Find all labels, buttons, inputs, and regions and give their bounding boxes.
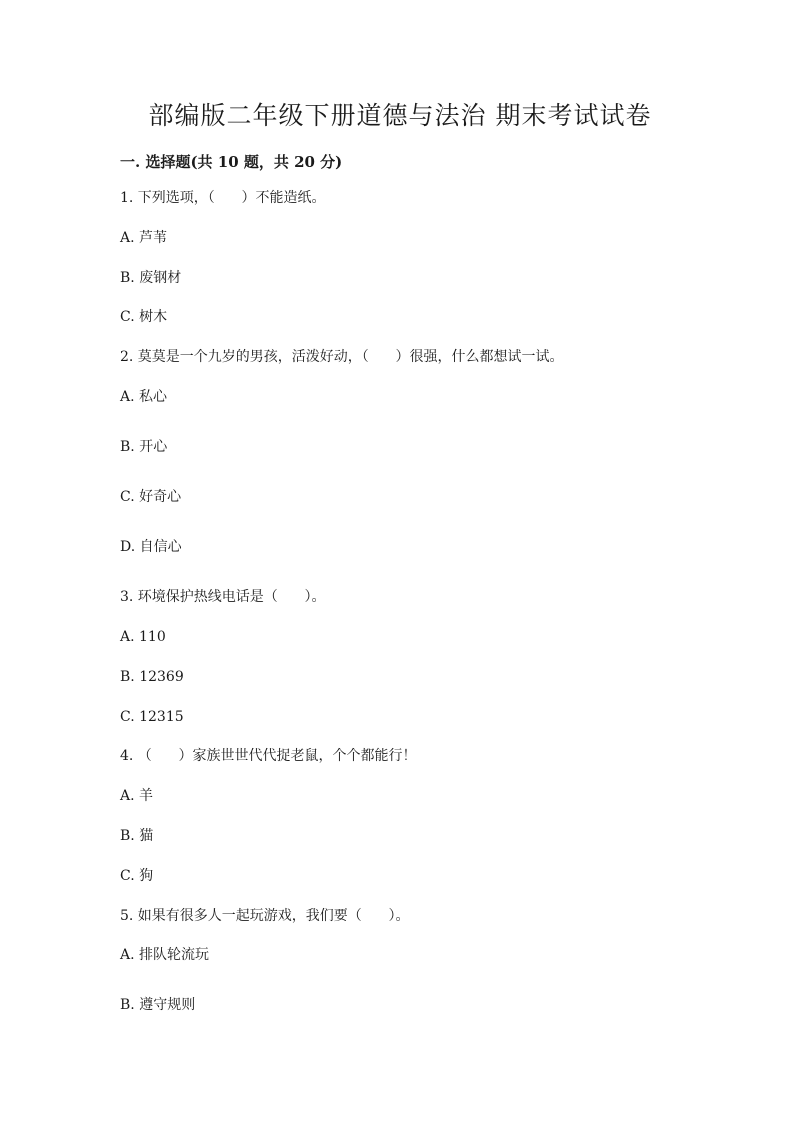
question-1-option-c: C. 树木 [120,309,168,325]
question-5-option-a: A. 排队轮流玩 [120,947,210,963]
question-1-option-a: A. 芦苇 [120,230,168,246]
question-5-option-b: B. 遵守规则 [120,997,196,1013]
question-4-option-a: A. 羊 [120,788,154,804]
question-3-option-c: C. 12315 [120,709,184,725]
section-heading: 一. 选择题(共 10 题，共 20 分) [120,153,343,171]
question-2-option-b: B. 开心 [120,439,168,455]
page-title: 部编版二年级下册道德与法治 期末考试试卷 [148,101,652,130]
question-4-option-b: B. 猫 [120,828,154,844]
question-5-stem: 5. 如果有很多人一起玩游戏，我们要（ ）。 [120,908,410,924]
question-3-stem: 3. 环境保护热线电话是（ ）。 [120,589,326,605]
question-2-option-c: C. 好奇心 [120,489,182,505]
question-4-option-c: C. 狗 [120,868,154,884]
question-2-option-d: D. 自信心 [120,539,182,555]
question-2-option-a: A. 私心 [120,389,168,405]
question-3-option-a: A. 110 [120,629,166,645]
question-3-option-b: B. 12369 [120,669,184,685]
question-4-stem: 4. （ ）家族世世代代捉老鼠，个个都能行！ [120,748,417,764]
question-1-stem: 1. 下列选项，（ ）不能造纸。 [120,190,326,206]
question-2-stem: 2. 莫莫是一个九岁的男孩，活泼好动，（ ）很强，什么都想试一试。 [120,349,564,365]
question-1-option-b: B. 废钢材 [120,270,182,286]
